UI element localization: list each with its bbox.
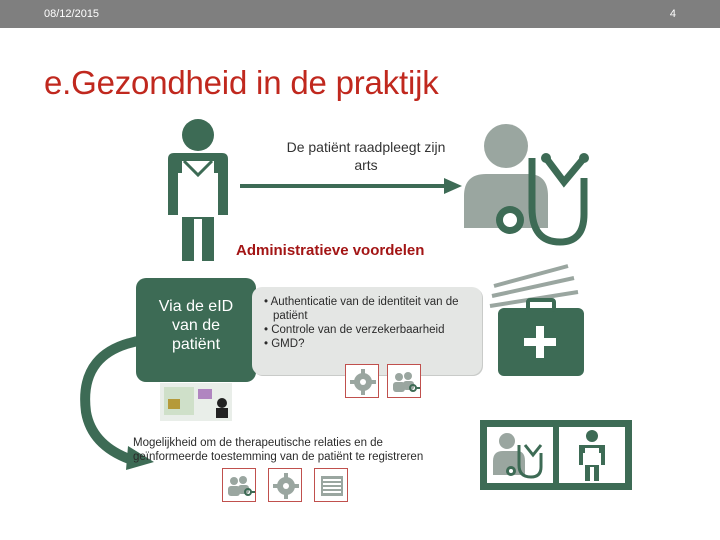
users-key-icon-box-bottom [222,468,256,502]
users-key-icon-box [387,364,421,398]
eid-line-2: van de [171,317,221,334]
admin-benefits-title: Administratieve voordelen [236,242,425,259]
users-key-icon [223,469,257,503]
medical-kit-icon [488,262,588,378]
patient-figure-icon [559,427,625,483]
benefit-item: • GMD? [264,337,476,351]
gear-icon-box-bottom [268,468,302,502]
doctor-patient-frame [480,420,632,490]
benefits-box [252,287,482,375]
patient-caption: De patiënt raadpleegt zijn arts [286,139,446,173]
patient-figure-icon [160,115,236,261]
slide-date: 08/12/2015 [44,8,100,20]
eid-card-icon [160,383,232,421]
arrow-right-icon [240,178,462,194]
gear-icon [346,365,380,399]
frame-cell-patient [559,427,625,483]
document-list-icon-box [314,468,348,502]
users-key-icon [388,365,422,399]
page-number: 4 [669,8,676,20]
benefit-item: • Controle van de verzekerbaarheid [264,323,476,337]
eid-line-3: patiënt [171,336,221,353]
registration-line-1: Mogelijkheid om de therapeutische relaties en de [133,437,383,449]
registration-line-2: geïnformeerde toestemming van de patiënt te registreren [133,451,424,463]
doctor-stethoscope-icon [460,118,595,258]
header-bar [0,0,720,28]
frame-cell-doctor [487,427,553,483]
page-title: e.Gezondheid in de praktijk [44,64,439,101]
document-list-icon [315,469,349,503]
registration-text [133,436,478,464]
doctor-stethoscope-icon [487,427,553,483]
gear-icon-box [345,364,379,398]
eid-box [136,278,256,382]
benefit-item: • Authenticatie van de identiteit van de patiënt [264,295,476,323]
eid-line-1: Via de eID [158,298,234,315]
benefits-list [264,295,476,351]
gear-icon [269,469,303,503]
